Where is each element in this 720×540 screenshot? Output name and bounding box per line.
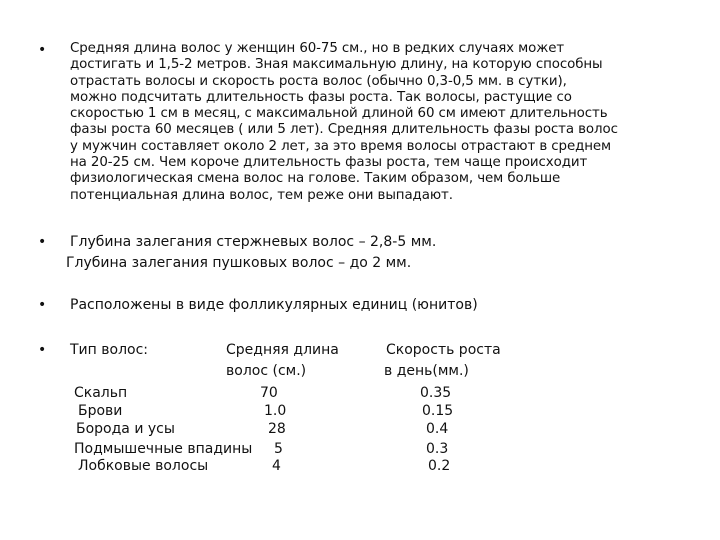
- bullet-marker: •: [38, 42, 47, 58]
- table-cell-type: Скальп: [74, 385, 128, 401]
- table-header-speed: Скорость роста: [386, 342, 501, 358]
- table-header-type: Тип волос:: [70, 342, 148, 358]
- table-cell-speed: 0.4: [426, 421, 449, 437]
- bullet-marker: •: [38, 234, 47, 250]
- paragraph-line: на 20-25 см. Чем короче длительность фазы роста, тем чаще происходит: [70, 155, 588, 171]
- table-header-length-unit: волос (см.): [226, 363, 307, 379]
- table-cell-type: Лобковые волосы: [78, 458, 209, 474]
- follicular-units-text: Расположены в виде фолликулярных единиц (юнитов): [70, 297, 478, 313]
- table-cell-length: 70: [260, 385, 278, 401]
- table-cell-speed: 0.3: [426, 441, 449, 457]
- table-cell-type: Борода и усы: [76, 421, 175, 437]
- bullet-marker: •: [38, 342, 47, 358]
- table-cell-speed: 0.35: [420, 385, 452, 401]
- table-header-length: Средняя длина: [226, 342, 339, 358]
- paragraph-line: отрастать волосы и скорость роста волос (обычно 0,3-0,5 мм. в сутки),: [70, 73, 567, 89]
- table-header-speed-unit: в день(мм.): [384, 363, 469, 379]
- table-cell-length: 1.0: [264, 403, 287, 419]
- table-cell-length: 4: [272, 458, 281, 474]
- paragraph-hair-length: [70, 41, 710, 204]
- table-cell-type: Подмышечные впадины: [74, 441, 253, 457]
- bullet-marker: •: [38, 297, 47, 313]
- depth-rod-hair: Глубина залегания стержневых волос – 2,8-5 мм.: [70, 234, 437, 250]
- table-cell-length: 5: [274, 441, 283, 457]
- paragraph-line: скоростью 1 см в месяц, с максимальной длиной 60 см имеют длительность: [70, 106, 608, 122]
- table-cell-length: 28: [268, 421, 286, 437]
- paragraph-line: потенциальная длина волос, тем реже они выпадают.: [70, 187, 453, 203]
- paragraph-line: у мужчин составляет около 2 лет, за это время волосы отрастают в среднем: [70, 138, 612, 154]
- paragraph-line: достигать и 1,5-2 метров. Зная максимальную длину, на которую способны: [70, 57, 603, 73]
- paragraph-line: физиологическая смена волос на голове. Таким образом, чем больше: [70, 171, 561, 187]
- table-cell-speed: 0.15: [422, 403, 454, 419]
- table-cell-type: Брови: [78, 403, 123, 419]
- depth-vellus-hair: Глубина залегания пушковых волос – до 2 мм.: [66, 255, 412, 271]
- table-cell-speed: 0.2: [428, 458, 451, 474]
- paragraph-line: можно подсчитать длительность фазы роста. Так волосы, растущие со: [70, 89, 572, 105]
- paragraph-line: фазы роста 60 месяцев ( или 5 лет). Средняя длительность фазы роста волос: [70, 122, 618, 138]
- paragraph-line: Средняя длина волос у женщин 60-75 см., но в редких случаях может: [70, 41, 565, 56]
